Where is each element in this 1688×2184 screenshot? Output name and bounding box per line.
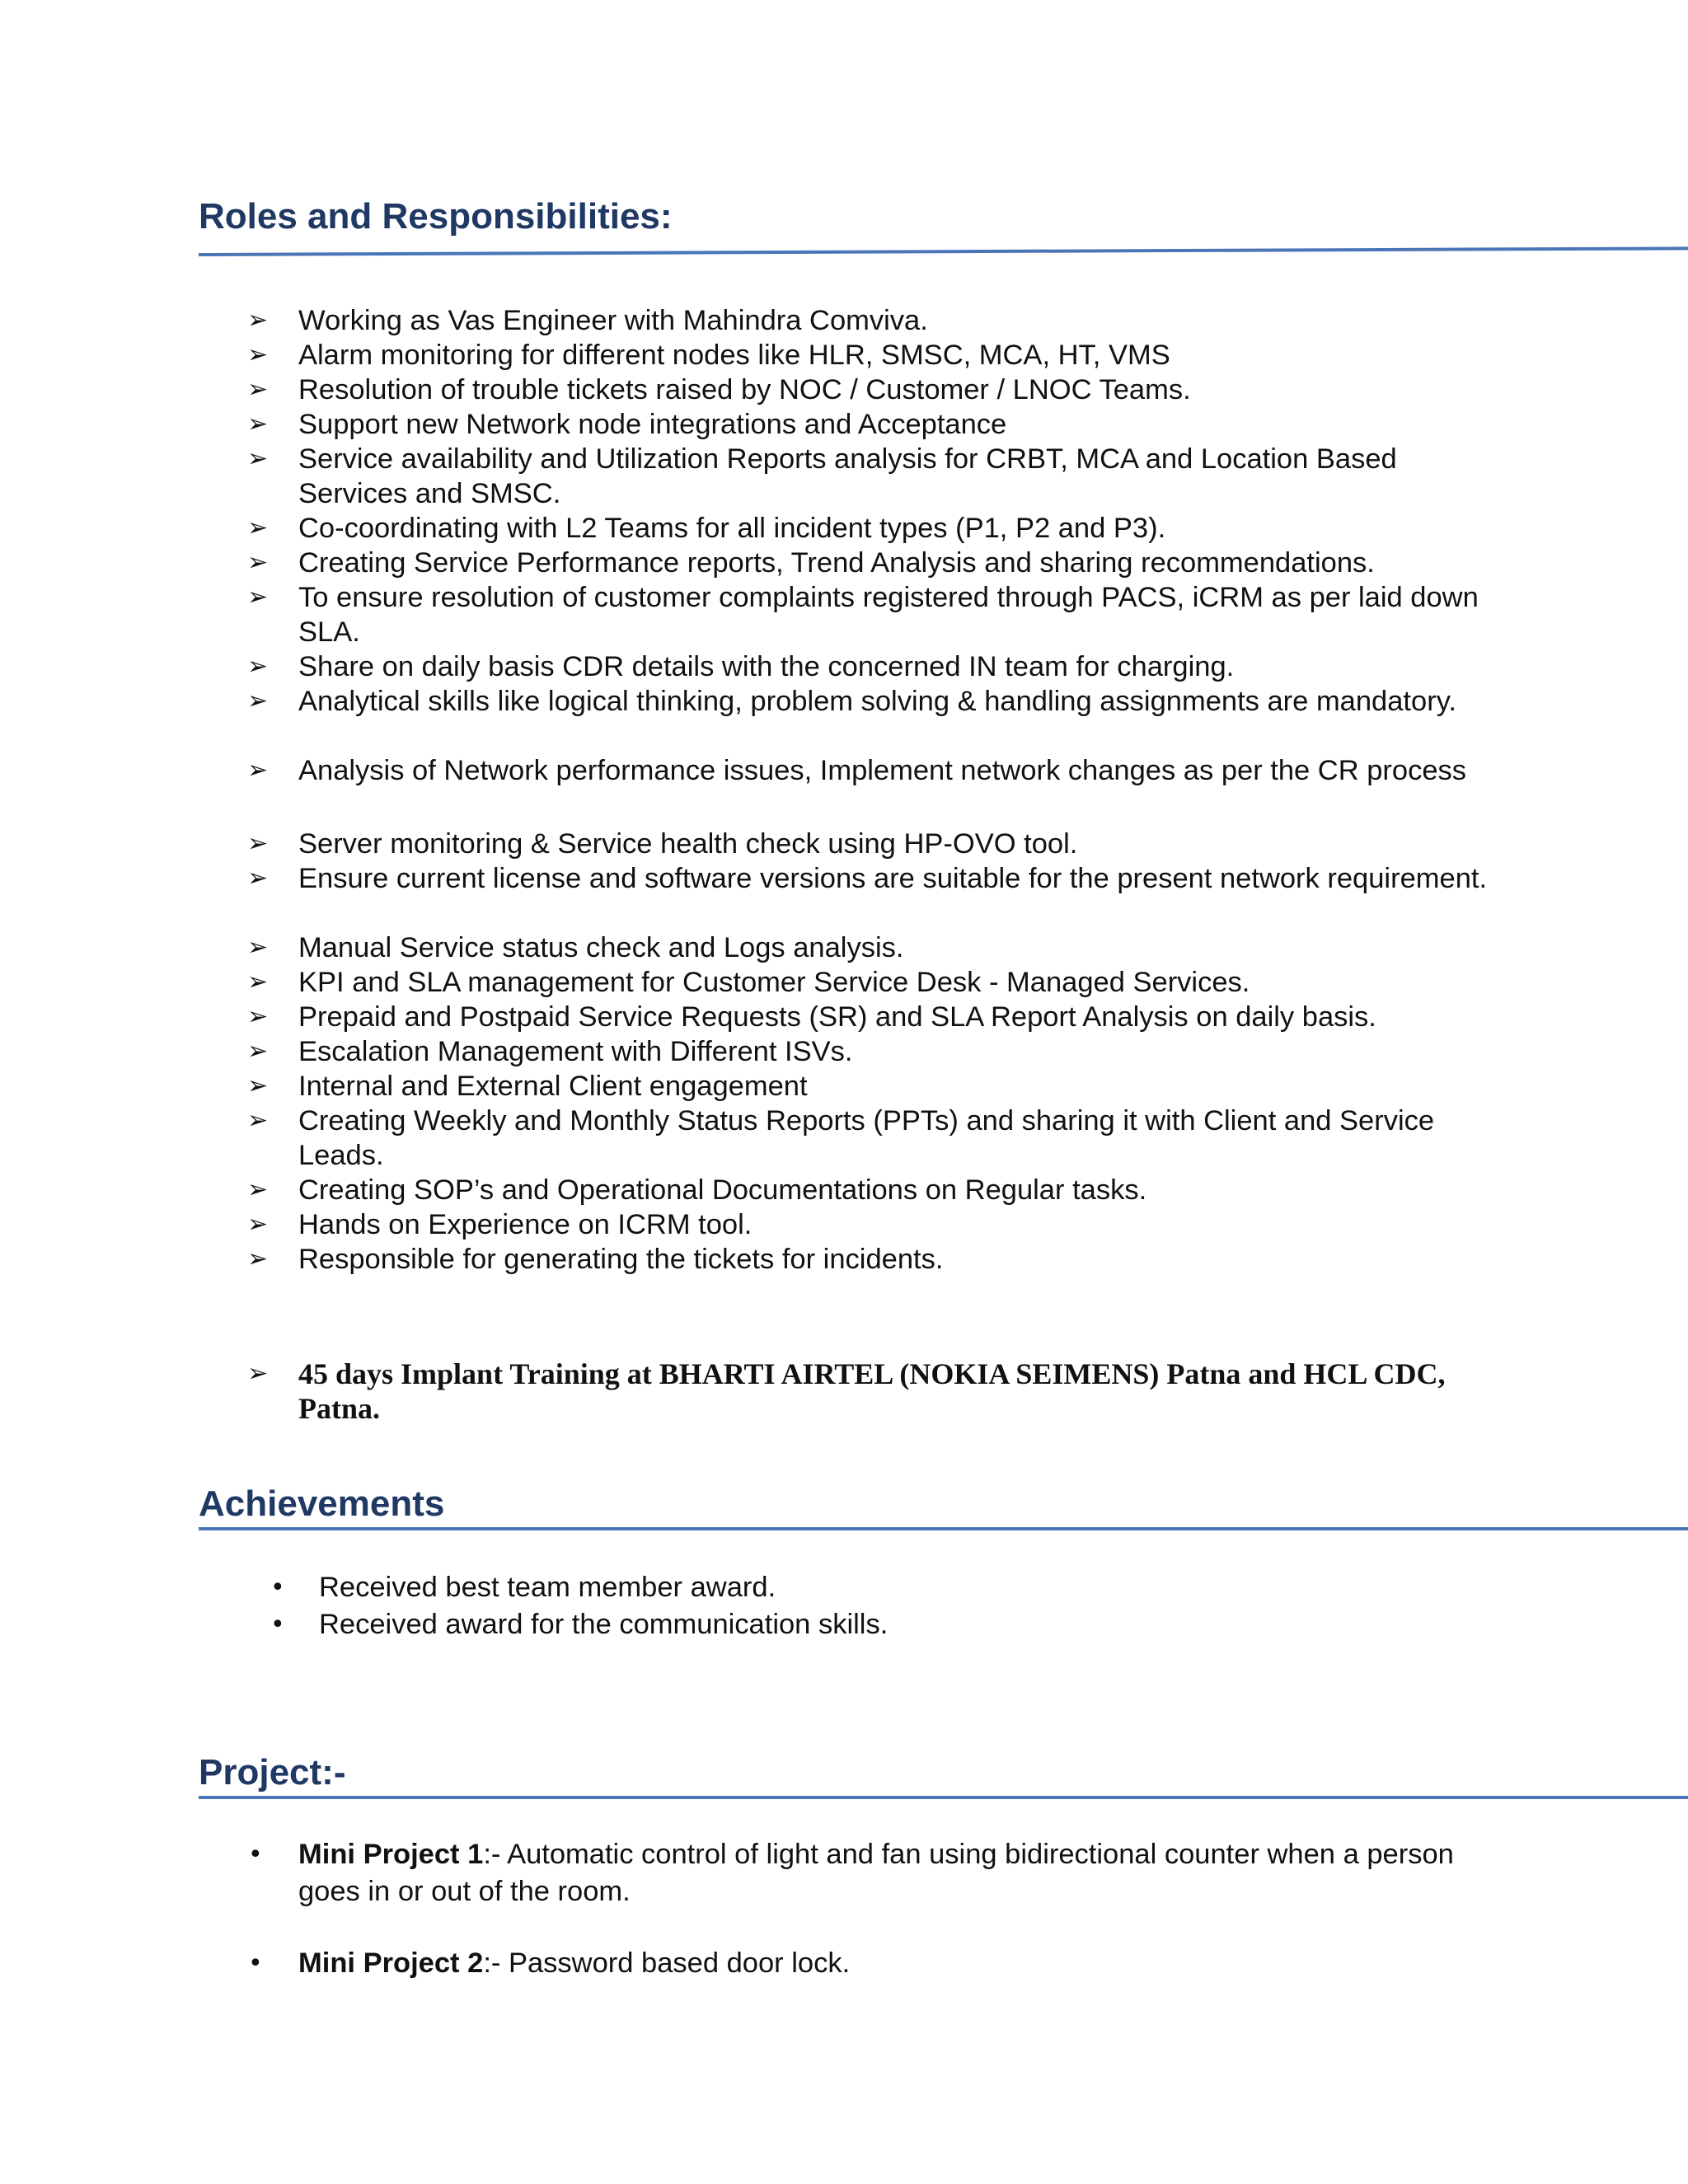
list-item-text: Analytical skills like logical thinking, problem solving & handling assignments are mandatory.	[298, 686, 1456, 717]
arrow-bullet-icon: ➢	[247, 968, 269, 996]
list-item-text: Creating SOP’s and Operational Documentations on Regular tasks.	[298, 1174, 1147, 1206]
arrow-bullet-icon: ➢	[247, 864, 269, 893]
arrow-bullet-icon: ➢	[247, 1175, 269, 1204]
list-item-text: Ensure current license and software versions are suitable for the present network requirement.	[298, 863, 1488, 894]
list-item-text: Analysis of Network performance issues, Implement network changes as per the CR process	[298, 755, 1467, 786]
roles-divider	[199, 246, 1688, 256]
arrow-bullet-icon: ➢	[247, 687, 269, 715]
arrow-bullet-icon: ➢	[247, 1359, 269, 1388]
list-item-text: Creating Service Performance reports, Trend Analysis and sharing recommendations.	[298, 547, 1375, 579]
arrow-bullet-icon: ➢	[247, 1244, 269, 1273]
achievement-item: Received award for the communication skills.	[319, 1609, 889, 1640]
arrow-bullet-icon: ➢	[247, 375, 269, 404]
arrow-bullet-icon: ➢	[247, 756, 269, 785]
project-item-text: :- Password based door lock.	[483, 1947, 851, 1979]
achievements-heading: Achievements	[199, 1483, 445, 1524]
project-item	[298, 1836, 1493, 1910]
arrow-bullet-icon: ➢	[247, 829, 269, 858]
arrow-bullet-icon: ➢	[247, 583, 269, 612]
list-item-text: Co-coordinating with L2 Teams for all incident types (P1, P2 and P3).	[298, 513, 1166, 544]
bullet-icon: •	[270, 1610, 285, 1639]
project-item-label: Mini Project 1	[298, 1839, 484, 1870]
list-item-text: Prepaid and Postpaid Service Requests (SR) and SLA Report Analysis on daily basis.	[298, 1001, 1376, 1033]
arrow-bullet-icon: ➢	[247, 548, 269, 577]
achievements-divider	[199, 1527, 1688, 1530]
list-item-text: Responsible for generating the tickets for incidents.	[298, 1244, 944, 1275]
arrow-bullet-icon: ➢	[247, 340, 269, 369]
list-item-text: Resolution of trouble tickets raised by NOC / Customer / LNOC Teams.	[298, 374, 1191, 405]
arrow-bullet-icon: ➢	[247, 1037, 269, 1066]
list-item-text: Service availability and Utilization Reports analysis for CRBT, MCA and Location Based Services and SMSC.	[298, 443, 1397, 509]
project-heading: Project:-	[199, 1752, 346, 1793]
list-item-text: Support new Network node integrations and Acceptance	[298, 409, 1007, 440]
bullet-icon: •	[248, 1840, 263, 1869]
arrow-bullet-icon: ➢	[247, 1210, 269, 1239]
arrow-bullet-icon: ➢	[247, 410, 269, 438]
bullet-icon: •	[248, 1949, 263, 1978]
list-item-text: KPI and SLA management for Customer Service Desk - Managed Services.	[298, 967, 1250, 998]
arrow-bullet-icon: ➢	[247, 444, 269, 473]
training-text: 45 days Implant Training at BHARTI AIRTEL (NOKIA SEIMENS) Patna and HCL CDC, Patna.	[298, 1357, 1446, 1425]
arrow-bullet-icon: ➢	[247, 652, 269, 681]
roles-heading: Roles and Responsibilities:	[199, 196, 673, 237]
arrow-bullet-icon: ➢	[247, 513, 269, 542]
list-item-text: Alarm monitoring for different nodes like HLR, SMSC, MCA, HT, VMS	[298, 340, 1170, 371]
list-item-text: Working as Vas Engineer with Mahindra Comviva.	[298, 305, 928, 336]
arrow-bullet-icon: ➢	[247, 1071, 269, 1100]
list-item-text: Internal and External Client engagement	[298, 1071, 808, 1102]
list-item-text: Creating Weekly and Monthly Status Reports (PPTs) and sharing it with Client and Service Leads.	[298, 1105, 1435, 1171]
bullet-icon: •	[270, 1573, 285, 1602]
arrow-bullet-icon: ➢	[247, 933, 269, 962]
achievement-item: Received best team member award.	[319, 1572, 776, 1603]
list-item-text: Manual Service status check and Logs analysis.	[298, 932, 904, 963]
project-item-label: Mini Project 2	[298, 1947, 484, 1979]
arrow-bullet-icon: ➢	[247, 1002, 269, 1031]
list-item-text: Escalation Management with Different ISVs.	[298, 1036, 853, 1067]
list-item-text: Hands on Experience on ICRM tool.	[298, 1209, 753, 1240]
list-item-text: To ensure resolution of customer complaints registered through PACS, iCRM as per laid down SLA.	[298, 582, 1479, 648]
list-item-text: Server monitoring & Service health check using HP-OVO tool.	[298, 828, 1078, 860]
arrow-bullet-icon: ➢	[247, 306, 269, 335]
arrow-bullet-icon: ➢	[247, 1106, 269, 1135]
project-divider	[199, 1796, 1688, 1799]
list-item-text: Share on daily basis CDR details with the concerned IN team for charging.	[298, 651, 1235, 682]
project-item	[298, 1945, 1493, 1982]
project-item-text: :- Automatic control of light and fan using bidirectional counter when a person goes in or out of the room.	[298, 1839, 1454, 1907]
